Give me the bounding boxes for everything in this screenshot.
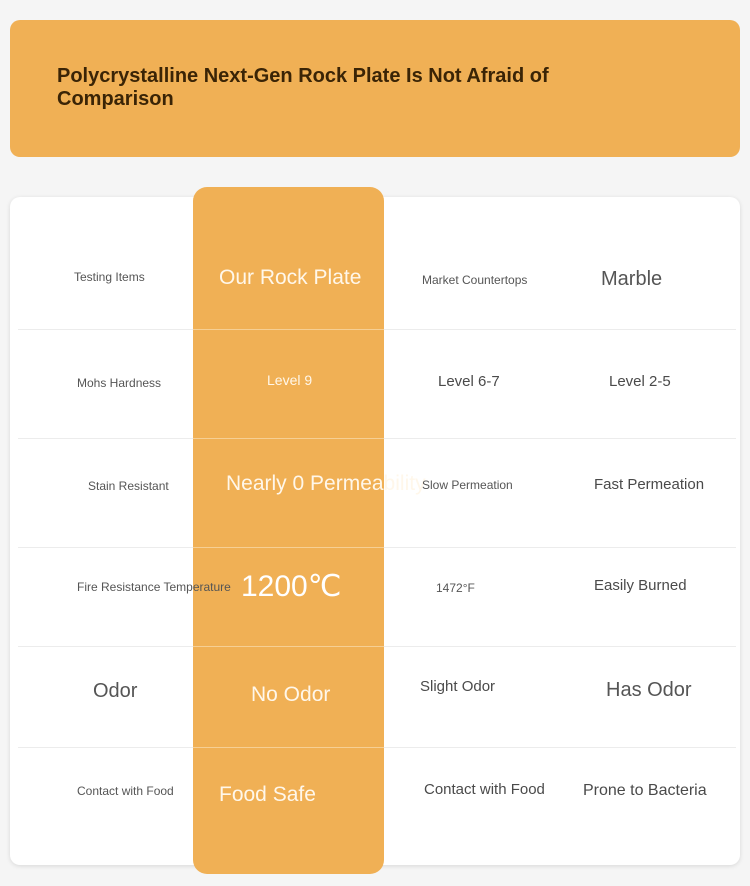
row-marble-value: Fast Permeation bbox=[594, 476, 705, 493]
row-divider bbox=[193, 646, 384, 647]
row-marble-value: Prone to Bacteria bbox=[583, 782, 707, 799]
page-title: Polycrystalline Next-Gen Rock Plate Is Not Afraid of Comparison bbox=[57, 65, 549, 110]
row-our-value: Food Safe bbox=[219, 783, 316, 806]
row-our-value: 1200℃ bbox=[241, 570, 342, 603]
row-divider bbox=[193, 747, 384, 748]
row-marble-value: Has Odor bbox=[606, 679, 692, 701]
row-divider bbox=[193, 438, 384, 439]
header-our-rock-plate: Our Rock Plate bbox=[219, 266, 362, 289]
row-item-label: Mohs Hardness bbox=[77, 376, 162, 390]
row-item-label: Fire Resistance Temperature bbox=[77, 580, 231, 594]
header-testing-items: Testing Items bbox=[74, 270, 145, 284]
header-marble: Marble bbox=[601, 268, 663, 290]
row-market-value: Level 6-7 bbox=[438, 373, 500, 390]
row-divider bbox=[193, 329, 384, 330]
row-our-value: Nearly 0 Permeability bbox=[226, 472, 426, 495]
highlight-column bbox=[193, 187, 384, 874]
row-item-label: Contact with Food bbox=[77, 784, 174, 798]
row-divider bbox=[193, 547, 384, 548]
row-marble-value: Easily Burned bbox=[594, 577, 687, 594]
row-market-value: Contact with Food bbox=[424, 781, 545, 798]
row-our-value: Level 9 bbox=[267, 372, 313, 388]
title-banner bbox=[10, 20, 740, 157]
row-market-value: 1472°F bbox=[436, 581, 475, 595]
row-item-label: Odor bbox=[93, 680, 138, 702]
row-market-value: Slow Permeation bbox=[422, 478, 513, 492]
row-item-label: Stain Resistant bbox=[88, 479, 169, 493]
row-our-value: No Odor bbox=[251, 683, 331, 706]
header-market-countertops: Market Countertops bbox=[422, 273, 528, 287]
row-market-value: Slight Odor bbox=[420, 678, 496, 695]
row-marble-value: Level 2-5 bbox=[609, 373, 671, 390]
